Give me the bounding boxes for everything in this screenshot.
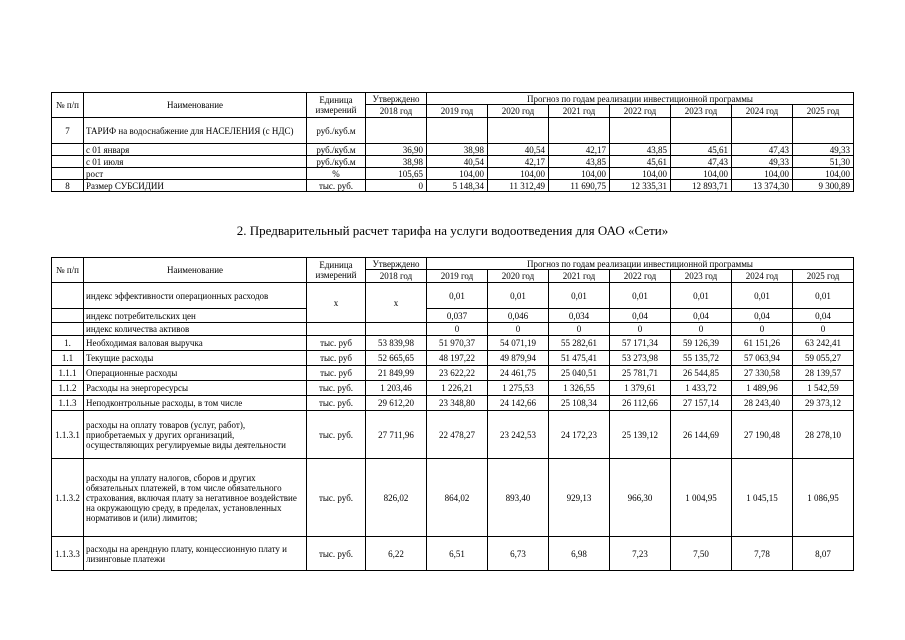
row-value: 966,30 (610, 459, 671, 537)
row-value: 27 330,58 (732, 366, 793, 381)
table-row (52, 381, 854, 396)
row-num: 1.1.3.3 (52, 537, 84, 571)
row-unit: тыс. руб (307, 351, 366, 366)
row-num: 7 (52, 118, 84, 144)
header-year: 2023 год (671, 270, 732, 283)
row-value: 27 711,96 (366, 411, 427, 459)
row-name: Операционные расходы (84, 366, 307, 381)
row-num: 1.1.3.2 (52, 459, 84, 537)
row-value: 43,85 (549, 156, 610, 168)
row-value: 24 142,66 (488, 396, 549, 411)
row-value: 27 190,48 (732, 411, 793, 459)
row-value: 6,22 (366, 537, 427, 571)
table-row (52, 118, 854, 144)
row-value: 0,04 (732, 309, 793, 323)
row-value: 27 157,14 (671, 396, 732, 411)
row-name: индекс эффективности операционных расходов (84, 283, 307, 309)
row-num: 1.1.2 (52, 381, 84, 396)
header-name: Наименование (84, 93, 307, 118)
row-num (52, 283, 84, 309)
row-unit: тыс. руб. (307, 537, 366, 571)
row-value: 104,00 (610, 168, 671, 180)
row-value: 43,85 (610, 144, 671, 156)
row-value: 0,04 (610, 309, 671, 323)
row-unit: тыс. руб. (307, 411, 366, 459)
row-value: 12 893,71 (671, 180, 732, 192)
row-value: 21 849,99 (366, 366, 427, 381)
row-value: 26 112,66 (610, 396, 671, 411)
row-name: с 01 июля (84, 156, 307, 168)
header-approved: Утверждено (366, 93, 427, 105)
row-value: 42,17 (549, 144, 610, 156)
row-value: 9 300,89 (793, 180, 854, 192)
row-value: 104,00 (427, 168, 488, 180)
header-num: № п/п (52, 93, 84, 118)
row-value: 826,02 (366, 459, 427, 537)
row-num: 1.1.3 (52, 396, 84, 411)
row-num: 1.1.3.1 (52, 411, 84, 459)
row-value: 0 (427, 323, 488, 336)
row-value: 25 781,71 (610, 366, 671, 381)
row-value: 23 622,22 (427, 366, 488, 381)
row-value: 24 172,23 (549, 411, 610, 459)
table-row (52, 180, 854, 192)
row-value: 893,40 (488, 459, 549, 537)
row-value: 42,17 (488, 156, 549, 168)
header-year: 2019 год (427, 270, 488, 283)
row-value: 38,98 (366, 156, 427, 168)
row-value: 104,00 (793, 168, 854, 180)
row-name: расходы на уплату налогов, сборов и других обязательных платежей, в том числе обязательного страхования, включая плату за негативное воздействие на окружающую среду, в пределах, установленных нормативов и (или) лимитов; (84, 459, 307, 537)
row-name: Размер СУБСИДИИ (84, 180, 307, 192)
row-value: 48 197,22 (427, 351, 488, 366)
table-row (52, 459, 854, 537)
row-value: 6,51 (427, 537, 488, 571)
row-value: 1 045,15 (732, 459, 793, 537)
header-year: 2020 год (488, 270, 549, 283)
row-value: 25 139,12 (610, 411, 671, 459)
row-value: 53 273,98 (610, 351, 671, 366)
header-unit: Единица измерений (307, 93, 366, 118)
row-value: 864,02 (427, 459, 488, 537)
row-value: 57 063,94 (732, 351, 793, 366)
row-value: 7,50 (671, 537, 732, 571)
row-value: 36,90 (366, 144, 427, 156)
row-unit: тыс. руб. (307, 459, 366, 537)
header-forecast: Прогноз по годам реализации инвестиционной программы (427, 258, 854, 270)
table-row (52, 156, 854, 168)
row-value: 29 612,20 (366, 396, 427, 411)
row-value: 8,07 (793, 537, 854, 571)
row-value: 1 203,46 (366, 381, 427, 396)
row-value: 0,01 (793, 283, 854, 309)
row-value: 0,01 (610, 283, 671, 309)
row-value (671, 118, 732, 144)
row-value: 22 478,27 (427, 411, 488, 459)
row-name: расходы на арендную плату, концессионную плату и лизинговые платежи (84, 537, 307, 571)
row-value: 51 970,37 (427, 336, 488, 351)
row-name: расходы на оплату товаров (услуг, работ), приобретаемых у других организаций, осуществляющих регулируемые виды деятельности (84, 411, 307, 459)
table-row (52, 351, 854, 366)
header-year: 2018 год (366, 270, 427, 283)
header-year: 2024 год (732, 270, 793, 283)
row-value: 104,00 (488, 168, 549, 180)
index-approved: х (366, 283, 427, 323)
row-value: 24 461,75 (488, 366, 549, 381)
row-num (52, 168, 84, 180)
row-value: 61 151,26 (732, 336, 793, 351)
row-value: 26 544,85 (671, 366, 732, 381)
row-value: 26 144,69 (671, 411, 732, 459)
row-value: 0 (671, 323, 732, 336)
row-value: 63 242,41 (793, 336, 854, 351)
row-num (52, 144, 84, 156)
row-value: 0 (732, 323, 793, 336)
index-row (52, 323, 854, 336)
row-value: 0 (793, 323, 854, 336)
row-name: Расходы на энергоресурсы (84, 381, 307, 396)
row-num (52, 323, 84, 336)
row-value: 29 373,12 (793, 396, 854, 411)
row-value: 1 226,21 (427, 381, 488, 396)
row-value: 0,01 (488, 283, 549, 309)
row-value: 929,13 (549, 459, 610, 537)
header-row (52, 258, 854, 270)
row-value: 0,037 (427, 309, 488, 323)
row-num: 1. (52, 336, 84, 351)
row-name: Неподконтрольные расходы, в том числе (84, 396, 307, 411)
index-unit: х (307, 283, 366, 323)
row-value: 12 335,31 (610, 180, 671, 192)
row-unit: тыс. руб (307, 366, 366, 381)
row-value: 11 690,75 (549, 180, 610, 192)
row-value: 28 278,10 (793, 411, 854, 459)
row-value: 23 348,80 (427, 396, 488, 411)
row-value: 51 475,41 (549, 351, 610, 366)
header-unit: Единица измерений (307, 258, 366, 283)
header-num: № п/п (52, 258, 84, 283)
row-unit (307, 323, 366, 336)
row-value: 0,01 (427, 283, 488, 309)
row-value: 5 148,34 (427, 180, 488, 192)
row-value: 59 126,39 (671, 336, 732, 351)
row-unit: тыс. руб (307, 336, 366, 351)
row-num: 8 (52, 180, 84, 192)
row-unit: руб./куб.м (307, 118, 366, 144)
row-value: 59 055,27 (793, 351, 854, 366)
header-approved: Утверждено (366, 258, 427, 270)
row-value: 45,61 (610, 156, 671, 168)
table-row (52, 396, 854, 411)
row-value: 47,43 (732, 144, 793, 156)
row-num: 1.1 (52, 351, 84, 366)
row-name: рост (84, 168, 307, 180)
row-name: ТАРИФ на водоснабжение для НАСЕЛЕНИЯ (с НДС) (84, 118, 307, 144)
row-value: 0,046 (488, 309, 549, 323)
table-row (52, 336, 854, 351)
row-unit: тыс. руб. (307, 180, 366, 192)
row-value: 0,01 (671, 283, 732, 309)
row-value: 40,54 (488, 144, 549, 156)
row-value (549, 118, 610, 144)
header-year: 2019 год (427, 105, 488, 118)
row-value: 1 379,61 (610, 381, 671, 396)
header-forecast: Прогноз по годам реализации инвестиционной программы (427, 93, 854, 105)
table-row (52, 144, 854, 156)
row-name: с 01 января (84, 144, 307, 156)
row-name: Необходимая валовая выручка (84, 336, 307, 351)
row-value: 0 (366, 180, 427, 192)
row-value: 1 326,55 (549, 381, 610, 396)
header-year: 2021 год (549, 270, 610, 283)
header-year: 2022 год (610, 105, 671, 118)
row-value: 104,00 (549, 168, 610, 180)
row-value: 57 171,34 (610, 336, 671, 351)
row-value: 13 374,30 (732, 180, 793, 192)
row-value: 1 275,53 (488, 381, 549, 396)
row-num: 1.1.1 (52, 366, 84, 381)
row-value: 0 (488, 323, 549, 336)
section-title: 2. Предварительный расчет тарифа на услуги водоотведения для ОАО «Сети» (236, 223, 669, 238)
row-value: 28 139,57 (793, 366, 854, 381)
row-num (52, 309, 84, 323)
row-value: 0,01 (549, 283, 610, 309)
row-unit: % (307, 168, 366, 180)
row-value: 1 433,72 (671, 381, 732, 396)
row-name: Текущие расходы (84, 351, 307, 366)
row-value: 0 (549, 323, 610, 336)
index-row (52, 283, 854, 309)
row-value (610, 118, 671, 144)
header-year: 2020 год (488, 105, 549, 118)
row-value: 1 004,95 (671, 459, 732, 537)
row-value: 47,43 (671, 156, 732, 168)
row-value: 7,23 (610, 537, 671, 571)
row-value: 104,00 (671, 168, 732, 180)
row-value: 55 282,61 (549, 336, 610, 351)
row-value: 1 086,95 (793, 459, 854, 537)
row-value: 53 839,98 (366, 336, 427, 351)
row-value: 0,04 (671, 309, 732, 323)
row-value (427, 118, 488, 144)
row-num (52, 156, 84, 168)
header-name: Наименование (84, 258, 307, 283)
row-value: 0,04 (793, 309, 854, 323)
row-value: 45,61 (671, 144, 732, 156)
row-value: 55 135,72 (671, 351, 732, 366)
row-value (366, 118, 427, 144)
row-value: 49,33 (732, 156, 793, 168)
row-value (793, 118, 854, 144)
row-value: 51,30 (793, 156, 854, 168)
table-row (52, 411, 854, 459)
row-value: 105,65 (366, 168, 427, 180)
row-value: 0,01 (732, 283, 793, 309)
header-year: 2025 год (793, 270, 854, 283)
table-row (52, 366, 854, 381)
row-unit: тыс. руб. (307, 381, 366, 396)
row-unit: руб./куб.м (307, 156, 366, 168)
wastewater-tariff-table (51, 257, 854, 571)
row-value: 6,98 (549, 537, 610, 571)
header-year: 2022 год (610, 270, 671, 283)
row-value: 1 542,59 (793, 381, 854, 396)
row-value: 0,034 (549, 309, 610, 323)
tariff-table (51, 92, 854, 192)
row-approved (366, 323, 427, 336)
header-year: 2018 год (366, 105, 427, 118)
row-value: 0 (610, 323, 671, 336)
row-value: 11 312,49 (488, 180, 549, 192)
row-value: 23 242,53 (488, 411, 549, 459)
row-value: 25 040,51 (549, 366, 610, 381)
row-value: 25 108,34 (549, 396, 610, 411)
header-row (52, 93, 854, 105)
row-name: индекс количества активов (84, 323, 307, 336)
index-row (52, 309, 854, 323)
header-year: 2023 год (671, 105, 732, 118)
row-value (732, 118, 793, 144)
row-unit: тыс. руб. (307, 396, 366, 411)
row-value: 49,33 (793, 144, 854, 156)
row-unit: руб./куб.м (307, 144, 366, 156)
row-value: 1 489,96 (732, 381, 793, 396)
row-value: 104,00 (732, 168, 793, 180)
header-year: 2024 год (732, 105, 793, 118)
row-value: 28 243,40 (732, 396, 793, 411)
table-row (52, 168, 854, 180)
row-value: 49 879,94 (488, 351, 549, 366)
row-value: 38,98 (427, 144, 488, 156)
row-value: 52 665,65 (366, 351, 427, 366)
header-year: 2025 год (793, 105, 854, 118)
table-row (52, 537, 854, 571)
row-value: 6,73 (488, 537, 549, 571)
row-value: 7,78 (732, 537, 793, 571)
row-value: 40,54 (427, 156, 488, 168)
header-year: 2021 год (549, 105, 610, 118)
row-name: индекс потребительских цен (84, 309, 307, 323)
row-value (488, 118, 549, 144)
row-value: 54 071,19 (488, 336, 549, 351)
